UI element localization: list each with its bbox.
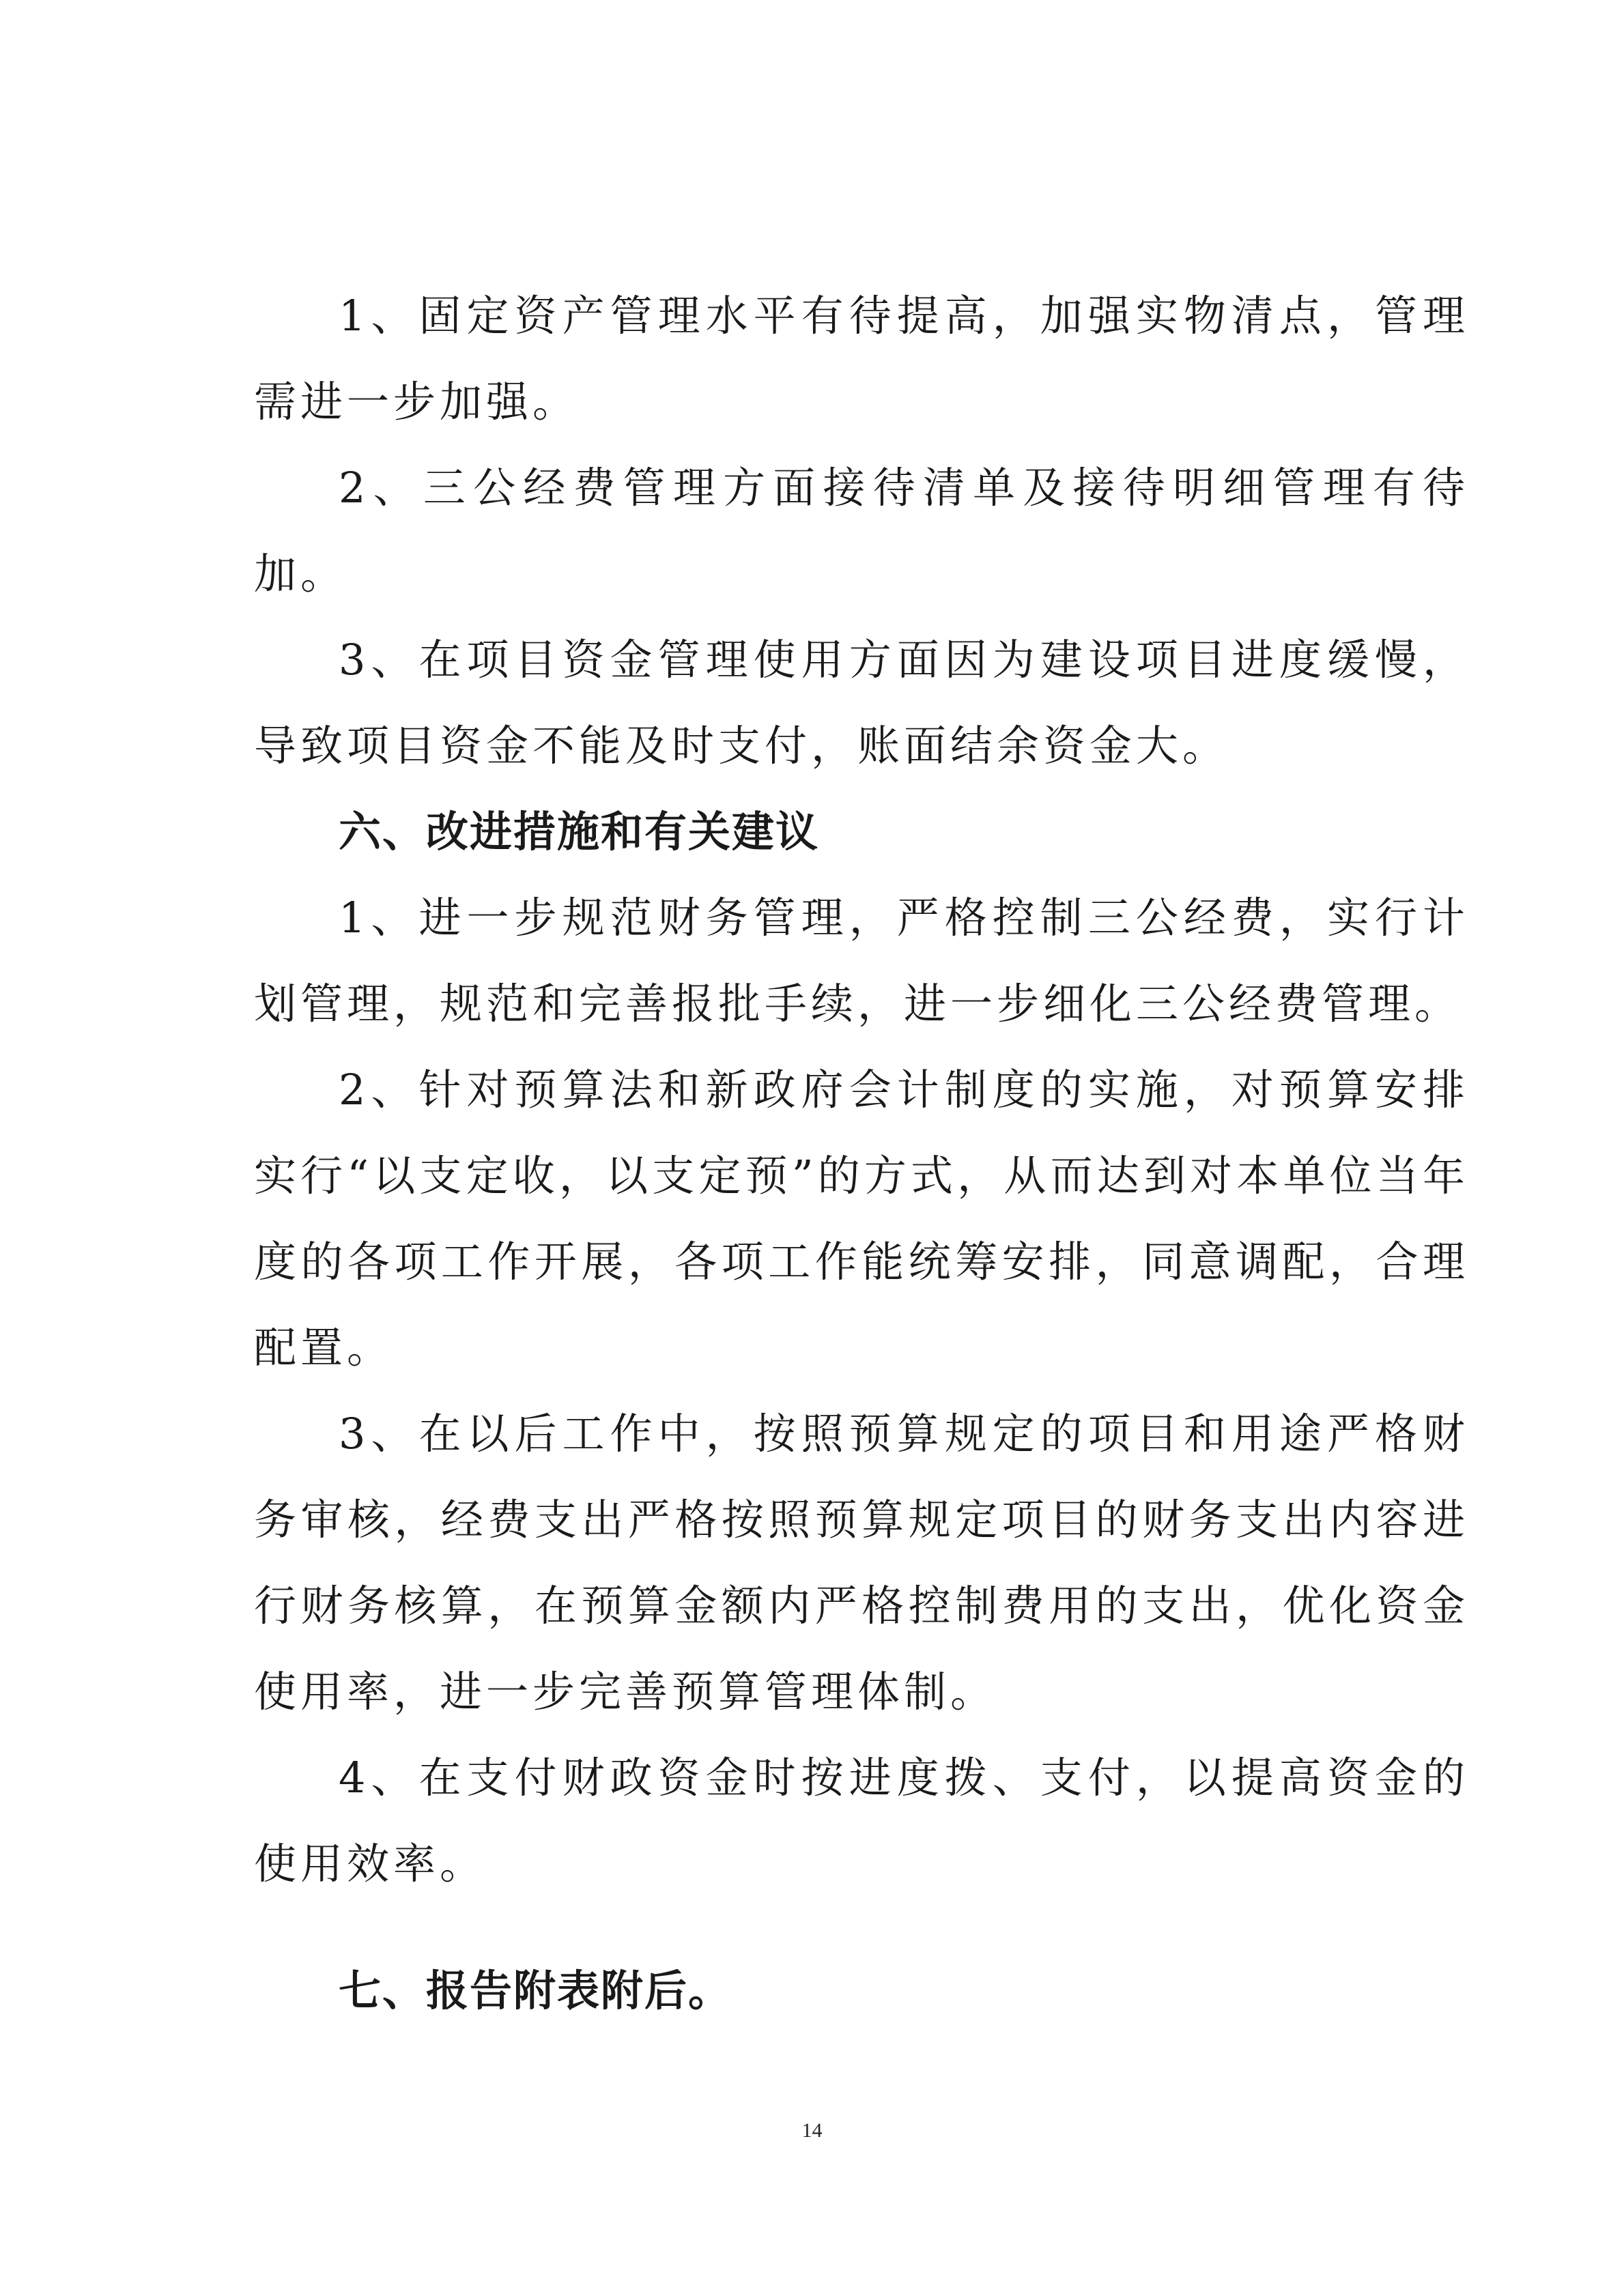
document-body [254,273,1469,2034]
section-6-item-4: 4、在支付财政资金时按进度拨、支付，以提高资金的使用效率。 [254,1753,1469,1889]
problem-item-2: 2、三公经费管理方面接待清单及接待明细管理有待加。 [254,463,1469,599]
section-spacer [254,1907,1469,1948]
section-6-item-1: 1、进一步规范财务管理，严格控制三公经费，实行计划管理，规范和完善报批手续，进一步细化三公经费管理。 [254,893,1469,1029]
page-number: 14 [801,2119,823,2142]
section-6-item-3: 3、在以后工作中，按照预算规定的项目和用途严格财务审核，经费支出严格按照预算规定项目的财务支出内容进行财务核算，在预算金额内严格控制费用的支出，优化资金使用率，进一步完善预算管理体制。 [254,1409,1469,1717]
section-7-heading: 七、报告附表附后。 [339,1966,732,2015]
problem-item-1: 1、固定资产管理水平有待提高，加强实物清点，管理需进一步加强。 [254,291,1469,427]
section-6-item-2: 2、针对预算法和新政府会计制度的实施，对预算安排实行“以支定收，以支定预”的方式，从而达到对本单位当年度的各项工作开展，各项工作能统筹安排，同意调配，合理配置。 [254,1065,1469,1373]
problem-item-3: 3、在项目资金管理使用方面因为建设项目进度缓慢，导致项目资金不能及时支付，账面结余资金大。 [254,635,1469,771]
section-6-heading: 六、改进措施和有关建议 [339,807,820,857]
